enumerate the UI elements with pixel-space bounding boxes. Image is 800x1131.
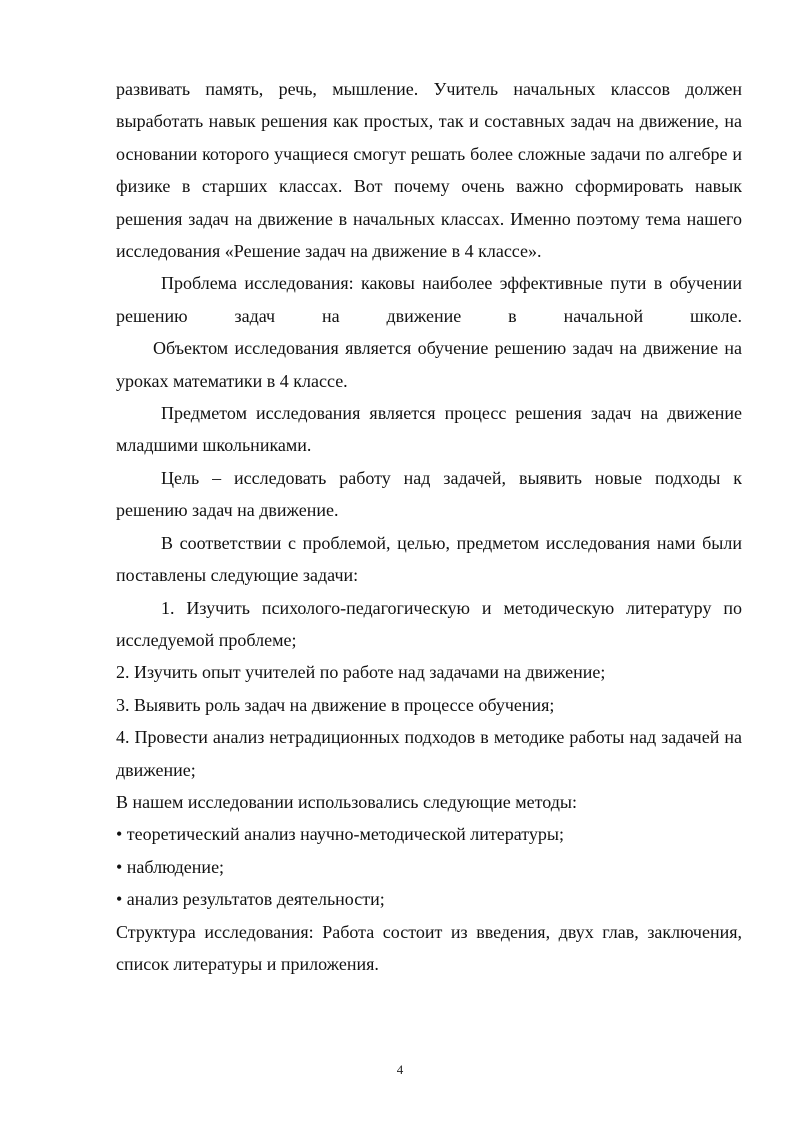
task-item-2: 2. Изучить опыт учителей по работе над задачами на движение; — [116, 662, 606, 683]
paragraph-object: Объектом исследования является обучение решению задач на движение на уроках математики в 4 классе. — [116, 338, 742, 391]
method-item-2: • наблюдение; — [116, 856, 225, 877]
method-item-3: • анализ результатов деятельности; — [116, 889, 385, 910]
task-item-3: 3. Выявить роль задач на движение в процессе обучения; — [116, 694, 555, 715]
page-number: 4 — [396, 1062, 404, 1077]
paragraph-intro: развивать память, речь, мышление. Учитель начальных классов должен выработать навык решения как простых, так и составных задач на движение, на основании которого учащиеся смогут решать более сложные задачи по алгебре и физике в старших классах. Вот почему очень важно сформировать навык решения задач на движение в начальных классах. Именно поэтому тема нашего исследования «Решение задач на движение в 4 классе». — [116, 79, 742, 262]
paragraph-tasks-intro: В соответствии с проблемой, целью, предметом исследования нами были поставлены следующие задачи: — [116, 532, 742, 586]
task-item-1: 1. Изучить психолого-педагогическую и методическую литературу по исследуемой проблеме; — [116, 597, 742, 650]
paragraph-problem: Проблема исследования: каковы наиболее эффективные пути в обучении решению задач на движение в начальной школе. — [116, 273, 742, 326]
paragraph-subject: Предметом исследования является процесс решения задач на движение младшими школьниками. — [116, 403, 742, 456]
method-item-1: • теоретический анализ научно-методической литературы; — [116, 824, 564, 845]
paragraph-goal: Цель – исследовать работу над задачей, выявить новые подходы к решению задач на движение. — [116, 467, 742, 521]
paragraph-structure: Структура исследования: Работа состоит из введения, двух глав, заключения, список литературы и приложения. — [116, 921, 742, 974]
paragraph-methods-intro: В нашем исследовании использовались следующие методы: — [116, 791, 578, 812]
task-item-4: 4. Провести анализ нетрадиционных подходов в методике работы над задачей на движение; — [116, 727, 742, 780]
document-body — [116, 73, 742, 980]
